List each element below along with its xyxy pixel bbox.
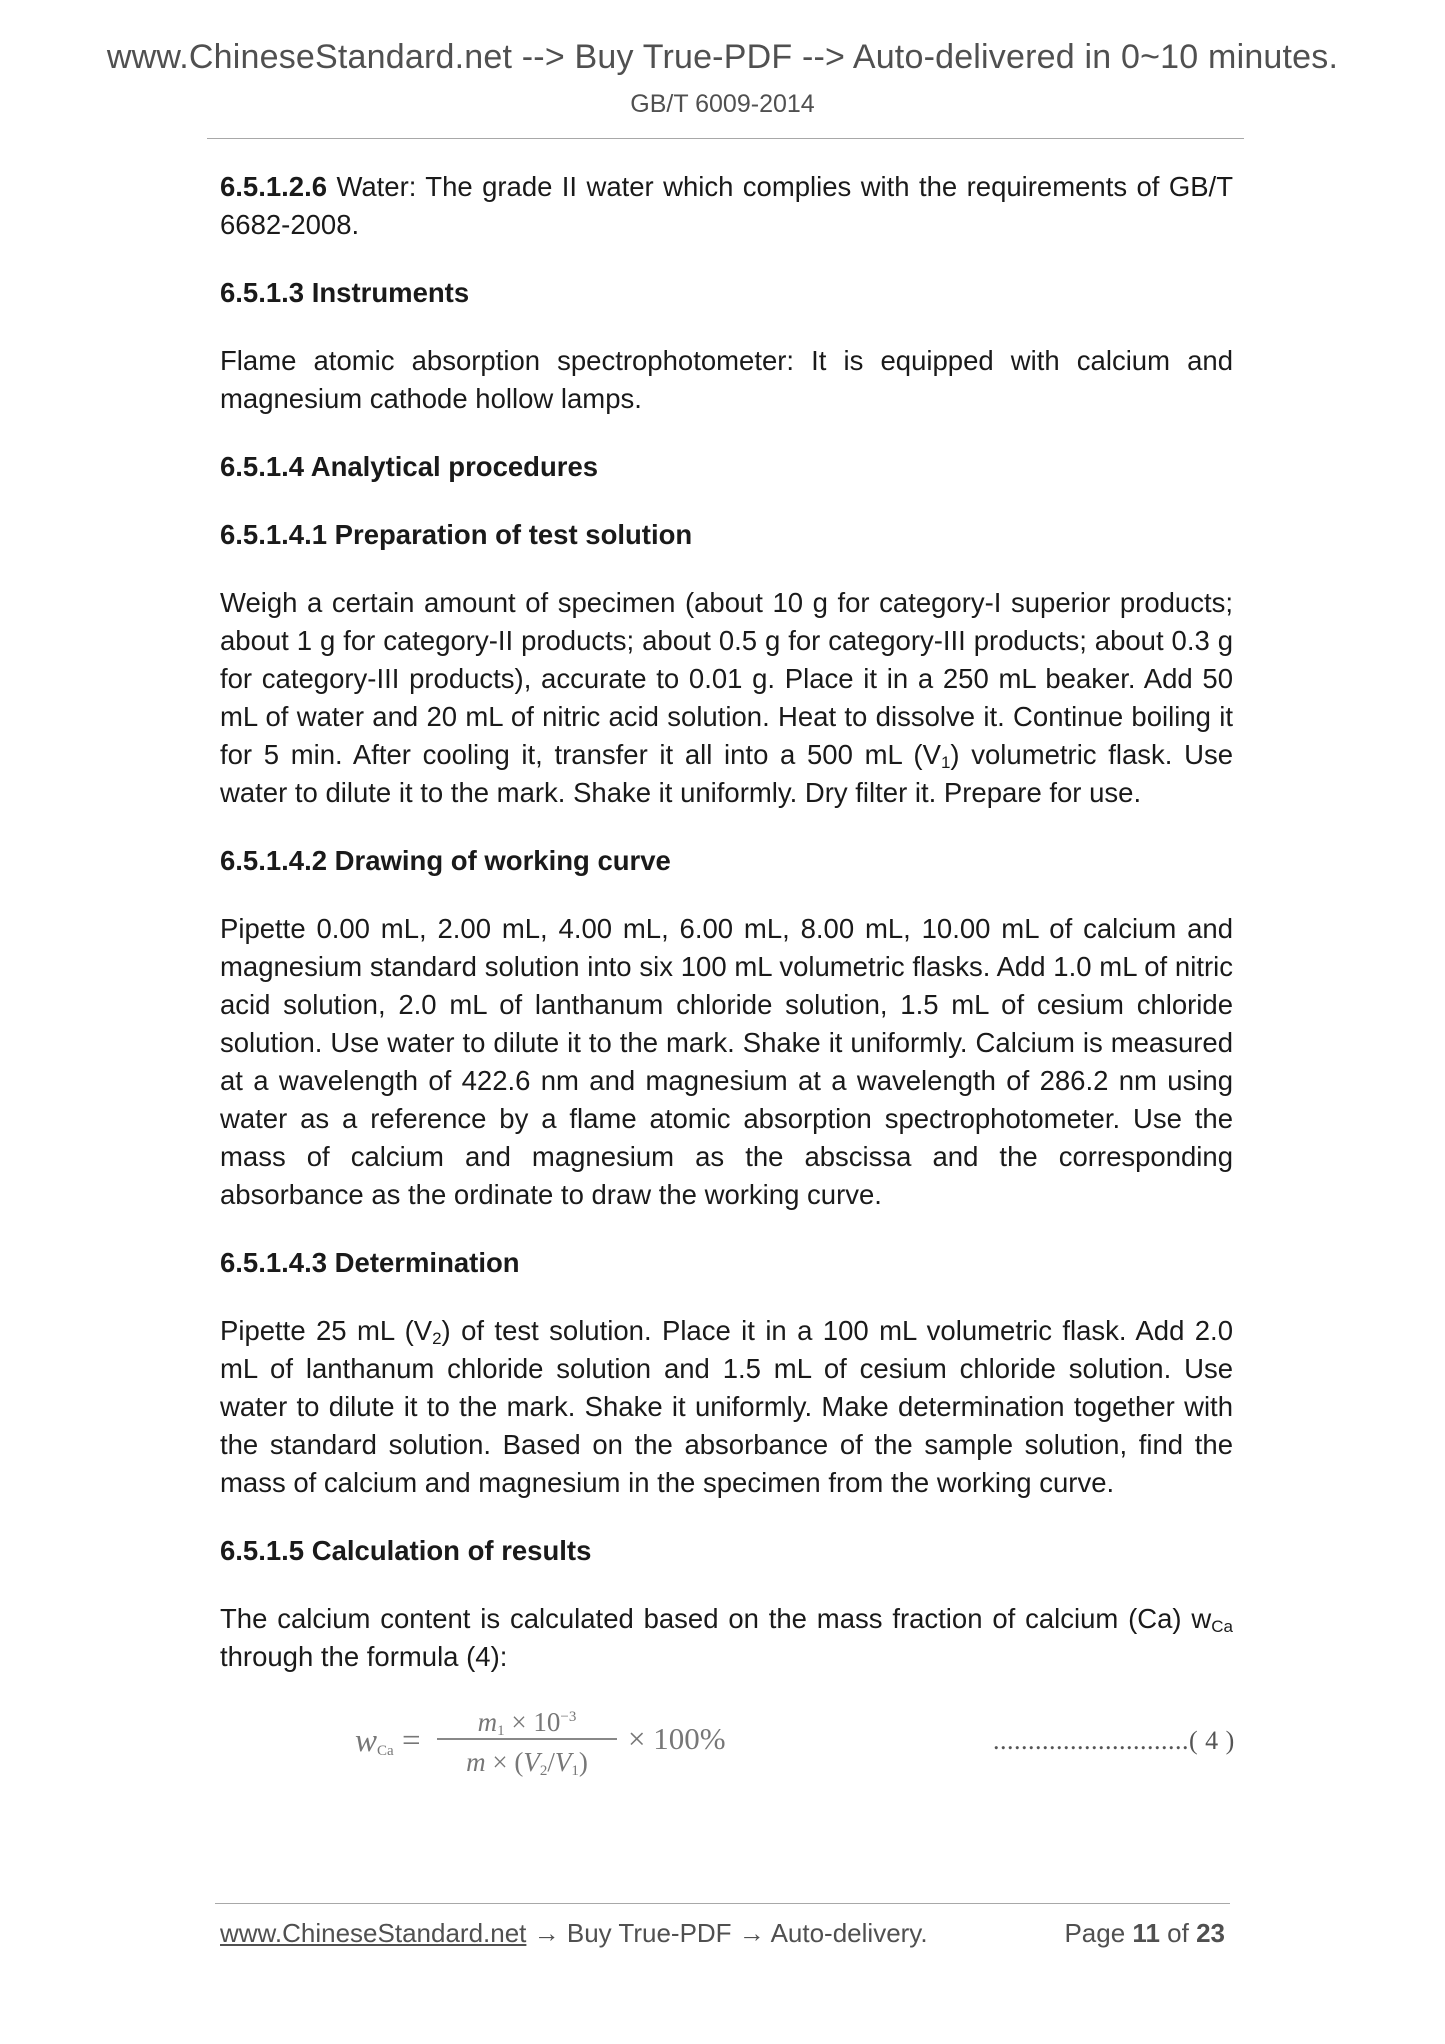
document-id: GB/T 6009-2014 [630,90,815,118]
paragraph-preparation [220,584,1233,812]
fraction-bar [437,1738,617,1740]
text-run: ) of test solution. Place it in a 100 mL volumetric flask. Add 2.0 mL of lanthanum chloride solution and 1.5 mL of cesium chloride solution. Use water to dilute it to the mark. Shake it uniformly. Make determination together with the standard solution. Based on the absorbance of the sample solution, find the mass of calcium and magnesium in the specimen from the working curve. [220,1315,1233,1498]
footer-link[interactable]: www.ChineseStandard.net [220,1918,527,1948]
page-footer [220,1918,1225,1949]
paragraph-calculation [220,1600,1233,1676]
footer-divider [215,1903,1230,1904]
header-divider [207,138,1244,139]
paragraph-instruments: Flame atomic absorption spectrophotometer: It is equipped with calcium and magnesium cathode hollow lamps. [220,345,1233,414]
formula-4 [220,1698,1233,1788]
total-pages: 23 [1196,1918,1225,1948]
subscript: 2 [432,1329,442,1348]
text-run: Weigh a certain amount of specimen (about 10 g for category-I superior products; about 1 g for category-II products; about 0.5 g for category-III products; about 0.3 g for category-III products), accurate to 0.01 g. Place it in a 250 mL beaker. Add 50 mL of water and 20 mL of nitric acid solution. Heat to dissolve it. Continue boiling it for 5 min. After cooling it, transfer it all into a 500 mL (V [220,587,1233,770]
clause-text: Water: The grade II water which complies with the requirements of GB/T 6682-2008. [220,171,1233,240]
text-run: ) volumetric flask. Use water to dilute it to the mark. Shake it uniformly. Dry filter it. Prepare for use. [220,739,1233,808]
heading-calculation: 6.5.1.5 Calculation of results [220,1535,592,1566]
current-page: 11 [1132,1918,1160,1948]
clause-water [220,168,1233,244]
subscript: Ca [1211,1617,1233,1636]
paragraph-determination [220,1312,1233,1502]
formula-fraction [437,1698,617,1780]
header-banner[interactable]: www.ChineseStandard.net --> Buy True-PDF --> Auto-delivered in 0~10 minutes. [106,38,1339,76]
heading-preparation: 6.5.1.4.1 Preparation of test solution [220,519,693,550]
page-counter: Page 11 of 23 [1064,1918,1225,1948]
heading-analytical-procedures: 6.5.1.4 Analytical procedures [220,451,599,482]
formula-numerator: $m_1 \times 10^{-3}$ [477,1707,577,1739]
heading-working-curve: 6.5.1.4.2 Drawing of working curve [220,845,671,876]
formula-denominator: $m \times (V_2/V_1)$ [466,1747,588,1779]
text-run: through the formula (4): [220,1641,508,1672]
formula-number: ............................( 4 ) [993,1726,1235,1755]
heading-instruments: 6.5.1.3 Instruments [220,277,470,308]
paragraph-working-curve: Pipette 0.00 mL, 2.00 mL, 4.00 mL, 6.00 mL, 8.00 mL, 10.00 mL of calcium and magnesium standard solution into six 100 mL volumetric flasks. Add 1.0 mL of nitric acid solution, 2.0 mL of lanthanum chloride solution, 1.5 mL of cesium chloride solution. Use water to dilute it to the mark. Shake it uniformly. Calcium is measured at a wavelength of 422.6 nm and magnesium at a wavelength of 286.2 nm using water as a reference by a flame atomic absorption spectrophotometer. Use the mass of calcium and magnesium as the abscissa and the corresponding absorbance as the ordinate to draw the working curve. [220,913,1233,1210]
heading-determination: 6.5.1.4.3 Determination [220,1247,520,1278]
page-body [220,168,1233,1788]
subscript: 1 [940,753,951,772]
footer-text: → Buy True-PDF → Auto-delivery. [526,1918,928,1948]
formula-lhs: $w_{Ca}$ = [355,1723,421,1759]
text-run: Pipette 25 mL (V [220,1315,433,1346]
clause-number: 6.5.1.2.6 [220,171,328,202]
text-run: The calcium content is calculated based on the mass fraction of calcium (Ca) w [220,1603,1212,1634]
formula-percent-factor: × 100% [628,1721,726,1756]
